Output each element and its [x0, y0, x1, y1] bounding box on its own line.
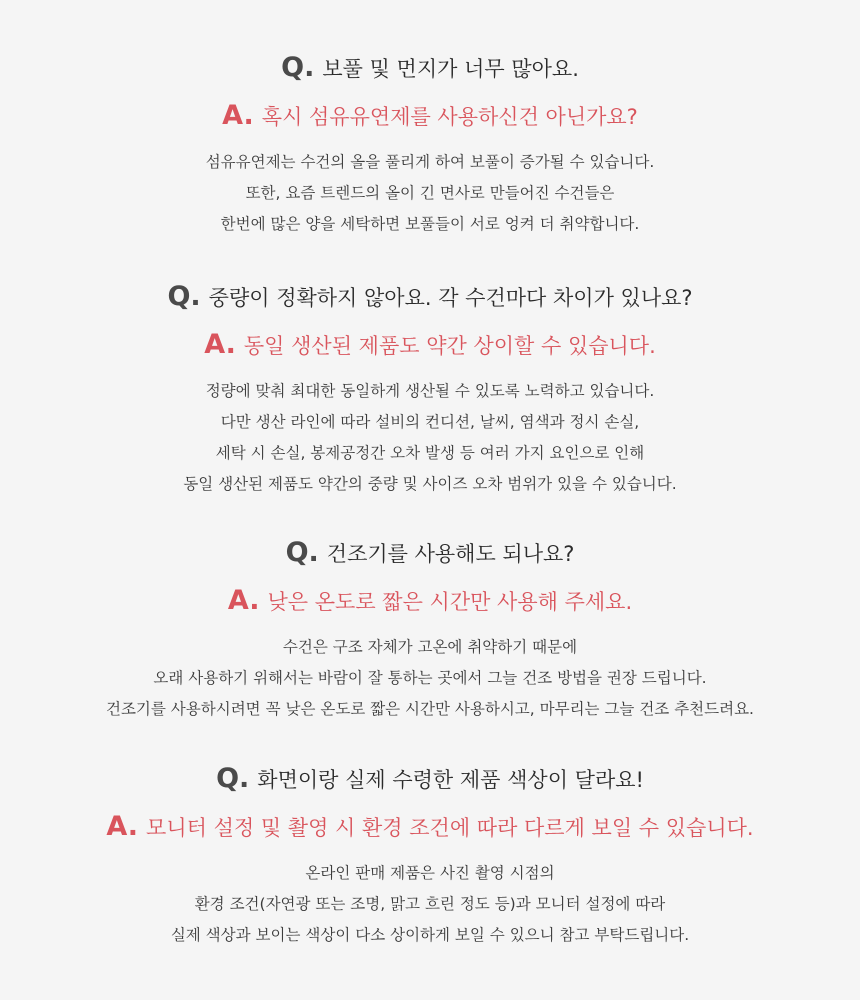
answer-body-line: 동일 생산된 제품도 약간의 중량 및 사이즈 오차 범위가 있을 수 있습니다.: [183, 475, 677, 493]
answer-body-line: 온라인 판매 제품은 사진 촬영 시점의: [305, 864, 555, 882]
question-line: [0, 280, 860, 314]
question-text: 건조기를 사용해도 되나요?: [326, 542, 575, 566]
question-text: 보풀 및 먼지가 너무 많아요.: [322, 57, 579, 81]
question-mark: Q.: [216, 763, 250, 794]
answer-body-line: 오래 사용하기 위해서는 바람이 잘 통하는 곳에서 그늘 건조 방법을 권장 드립니다.: [153, 669, 707, 687]
answer-mark: A.: [222, 100, 254, 131]
answer-body-line: 정량에 맞춰 최대한 동일하게 생산될 수 있도록 노력하고 있습니다.: [205, 382, 655, 400]
answer-body-line: 환경 조건(자연광 또는 조명, 맑고 흐린 정도 등)과 모니터 설정에 따라: [194, 895, 666, 913]
answer-body: [0, 858, 860, 951]
question-line: [0, 51, 860, 85]
answer-text: 낮은 온도로 짧은 시간만 사용해 주세요.: [267, 590, 633, 614]
answer-line: [0, 99, 860, 133]
answer-body-line: 섬유유연제는 수건의 올을 풀리게 하여 보풀이 증가될 수 있습니다.: [205, 153, 655, 171]
answer-body-line: 실제 색상과 보이는 색상이 다소 상이하게 보일 수 있으니 참고 부탁드립니다.: [170, 926, 690, 944]
answer-body-line: 세탁 시 손실, 봉제공정간 오차 발생 등 여러 가지 요인으로 인해: [215, 444, 645, 462]
answer-mark: A.: [106, 811, 139, 842]
faq-item: [0, 280, 860, 500]
answer-mark: A.: [227, 585, 260, 616]
answer-body-line: 한번에 많은 양을 세탁하면 보풀들이 서로 엉켜 더 취약합니다.: [220, 215, 640, 233]
faq-item: [0, 762, 860, 951]
answer-line: [0, 584, 860, 618]
answer-text: 동일 생산된 제품도 약간 상이할 수 있습니다.: [243, 334, 656, 358]
answer-body-line: 또한, 요즘 트렌드의 올이 긴 면사로 만들어진 수건들은: [245, 184, 615, 202]
question-mark: Q.: [281, 52, 315, 83]
answer-line: [0, 328, 860, 362]
question-mark: Q.: [285, 537, 319, 568]
answer-text: 혹시 섬유유연제를 사용하신건 아닌가요?: [261, 105, 638, 129]
question-text: 화면이랑 실제 수령한 제품 색상이 달라요!: [257, 768, 644, 792]
question-line: [0, 536, 860, 570]
answer-text: 모니터 설정 및 촬영 시 환경 조건에 따라 다르게 보일 수 있습니다.: [146, 816, 754, 840]
question-text: 중량이 정확하지 않아요. 각 수건마다 차이가 있나요?: [208, 286, 693, 310]
question-mark: Q.: [167, 281, 201, 312]
faq-item: [0, 51, 860, 240]
faq-item: [0, 536, 860, 725]
answer-body-line: 수건은 구조 자체가 고온에 취약하기 때문에: [282, 638, 578, 656]
answer-mark: A.: [204, 329, 236, 360]
answer-body-line: 건조기를 사용하시려면 꼭 낮은 온도로 짧은 시간만 사용하시고, 마무리는 그늘 건조 추천드려요.: [105, 700, 754, 718]
answer-body: [0, 376, 860, 500]
answer-line: [0, 810, 860, 844]
question-line: [0, 762, 860, 796]
answer-body: [0, 147, 860, 240]
answer-body: [0, 632, 860, 725]
answer-body-line: 다만 생산 라인에 따라 설비의 컨디션, 날씨, 염색과 정시 손실,: [220, 413, 640, 431]
